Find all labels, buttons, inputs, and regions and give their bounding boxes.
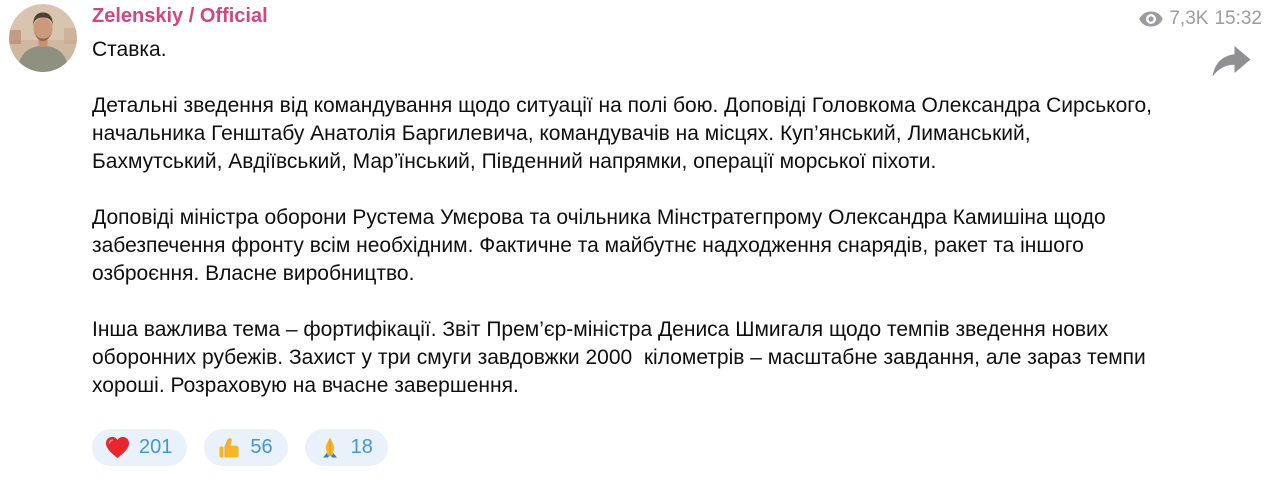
reaction-folded-hands[interactable] <box>305 429 388 466</box>
reaction-count: 201 <box>139 436 173 458</box>
view-count: 7,3K <box>1169 8 1209 29</box>
message-paragraph: Ставка. <box>92 38 167 61</box>
folded-hands-icon <box>318 436 342 460</box>
reaction-count: 18 <box>350 436 373 458</box>
avatar[interactable] <box>9 4 77 72</box>
post-time: 15:32 <box>1214 8 1262 29</box>
channel-name[interactable]: Zelenskiy / Official <box>92 5 268 27</box>
thumbs-up-icon <box>217 436 241 460</box>
reaction-heart[interactable] <box>92 429 187 466</box>
message-text <box>92 36 1164 400</box>
share-button[interactable] <box>1211 44 1253 78</box>
reaction-thumbs-up[interactable] <box>204 429 287 466</box>
red-heart-icon <box>105 436 130 459</box>
reaction-count: 56 <box>250 436 273 458</box>
message-paragraph: Детальні зведення від командування щодо ситуації на полі бою. Доповіді Головкома Олександра Сирського, начальника Генштабу Анатолія Баргилевича, командувачів на місцях. Куп’янський, Лиманський, Бахмутський, Авдіївський, Мар’їнський, Південний напрямки, операції морської піхоти. <box>92 94 1158 173</box>
reactions-row <box>92 428 1164 466</box>
message-paragraph: Інша важлива тема – фортифікації. Звіт Прем’єр-міністра Дениса Шмигаля щодо темпів зведення нових оборонних рубежів. Захист у три смуги завдовжки 2000 кілометрів – масштабне завдання, але зараз темпи хороші. Розраховую на вчасне завершення. <box>92 318 1152 397</box>
avatar-photo <box>9 4 77 72</box>
forward-arrow-icon <box>1212 46 1252 77</box>
message-paragraph: Доповіді міністра оборони Рустема Умєрова та очільника Мінстратегпрому Олександра Камишіна щодо забезпечення фронту всім необхідним. Фактичне та майбутнє надходження снарядів, ракет та іншого озброєння. Власне виробництво. <box>92 206 1112 285</box>
